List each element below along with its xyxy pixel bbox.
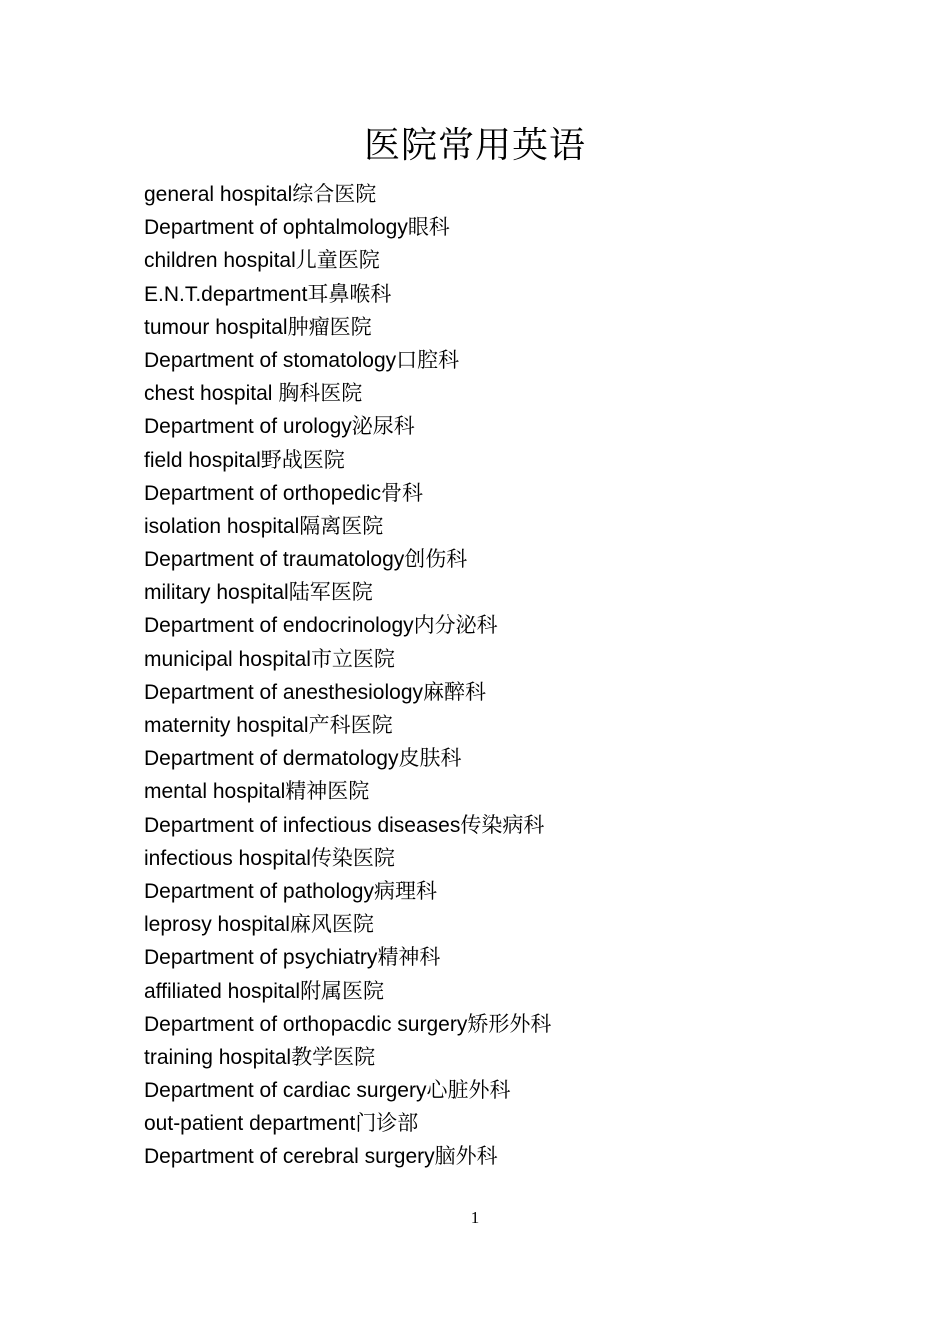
term-row — [144, 477, 551, 510]
term-english: Department of orthopedic — [144, 481, 381, 505]
term-english: out-patient department — [144, 1112, 356, 1136]
term-chinese: 麻醉科 — [423, 679, 486, 704]
term-english: Department of urology — [144, 415, 352, 439]
term-chinese: 肿瘤医院 — [287, 314, 372, 339]
term-row — [144, 941, 551, 974]
term-row — [144, 1107, 551, 1140]
term-chinese: 内分泌科 — [413, 613, 498, 638]
term-chinese: 综合医院 — [292, 182, 377, 206]
term-row — [144, 1074, 551, 1107]
term-english: Department of dermatology — [144, 747, 399, 771]
term-english: Department of endocrinology — [144, 614, 414, 638]
term-chinese: 眼科 — [407, 215, 450, 240]
term-chinese: 产科医院 — [308, 713, 393, 737]
term-english: Department of pathology — [144, 879, 374, 903]
term-english: children hospital — [144, 249, 296, 273]
term-english: maternity hospital — [144, 714, 309, 737]
term-row — [144, 809, 551, 842]
term-list — [144, 178, 551, 1174]
term-english: affiliated hospital — [144, 979, 301, 1003]
term-row — [144, 908, 551, 941]
term-english: Department of stomatology — [144, 348, 397, 372]
term-row — [144, 444, 551, 477]
term-english: leprosy hospital — [144, 913, 290, 937]
term-chinese: 矫形外科 — [467, 1011, 552, 1036]
term-row — [144, 344, 551, 377]
term-chinese: 病理科 — [373, 878, 437, 903]
term-chinese: 胸科医院 — [278, 381, 363, 406]
term-chinese: 市立医院 — [310, 646, 395, 671]
term-row — [144, 543, 551, 576]
term-row — [144, 842, 551, 875]
term-row — [144, 244, 551, 277]
term-english: E.N.T.department — [144, 282, 308, 306]
term-english: Department of traumatology — [144, 548, 405, 572]
term-chinese: 创伤科 — [404, 547, 468, 572]
term-english: Department of orthopacdic surgery — [144, 1012, 468, 1036]
term-chinese: 陆军医院 — [288, 580, 373, 605]
term-chinese: 精神科 — [377, 945, 441, 970]
term-english: mental hospital — [144, 780, 286, 804]
term-row — [144, 410, 551, 443]
term-row — [144, 576, 551, 609]
term-chinese: 传染病科 — [460, 812, 545, 837]
term-english: municipal hospital — [144, 647, 311, 671]
term-chinese: 精神医院 — [285, 779, 370, 804]
term-english: Department of infectious diseases — [144, 813, 461, 837]
term-row — [144, 676, 551, 709]
term-chinese: 心脏外科 — [426, 1078, 511, 1103]
term-chinese: 口腔科 — [396, 347, 460, 372]
term-chinese: 附属医院 — [300, 978, 385, 1003]
term-english: isolation hospital — [144, 514, 300, 538]
term-row — [144, 510, 551, 543]
term-row — [144, 377, 551, 410]
term-chinese: 野战医院 — [260, 447, 345, 472]
term-english: tumour hospital — [144, 315, 288, 339]
term-english: chest hospital — [144, 382, 279, 406]
term-row — [144, 1041, 551, 1074]
term-chinese: 儿童医院 — [295, 248, 380, 273]
term-english: Department of psychiatry — [144, 946, 378, 970]
term-chinese: 耳鼻喉科 — [307, 281, 392, 306]
term-chinese: 教学医院 — [291, 1044, 376, 1069]
term-chinese: 门诊部 — [355, 1111, 419, 1136]
term-chinese: 隔离医院 — [299, 513, 384, 538]
term-row — [144, 875, 551, 908]
term-row — [144, 1140, 551, 1173]
term-chinese: 泌尿科 — [351, 414, 415, 439]
term-english: field hospital — [144, 448, 261, 472]
term-row — [144, 975, 551, 1008]
term-row — [144, 709, 551, 742]
term-english: Department of anesthesiology — [144, 680, 423, 704]
term-chinese: 皮肤科 — [398, 746, 462, 771]
term-english: Department of cerebral surgery — [144, 1145, 435, 1169]
term-chinese: 骨科 — [380, 480, 423, 505]
page-number: 1 — [470, 1208, 480, 1227]
term-chinese: 麻风医院 — [289, 912, 374, 937]
term-english: training hospital — [144, 1045, 292, 1069]
term-row — [144, 278, 551, 311]
term-row — [144, 775, 551, 808]
term-chinese: 传染医院 — [310, 845, 395, 870]
term-row — [144, 178, 551, 211]
term-row — [144, 211, 551, 244]
term-english: Department of ophtalmology — [144, 216, 408, 240]
term-row — [144, 1008, 551, 1041]
term-english: Department of cardiac surgery — [144, 1079, 427, 1103]
term-english: military hospital — [144, 581, 289, 605]
term-english: general hospital — [144, 183, 293, 206]
term-row — [144, 643, 551, 676]
term-row — [144, 311, 551, 344]
term-row — [144, 742, 551, 775]
term-chinese: 脑外科 — [434, 1144, 498, 1169]
term-row — [144, 609, 551, 642]
term-english: infectious hospital — [144, 846, 311, 870]
page-title: 医院常用英语 — [363, 125, 586, 167]
